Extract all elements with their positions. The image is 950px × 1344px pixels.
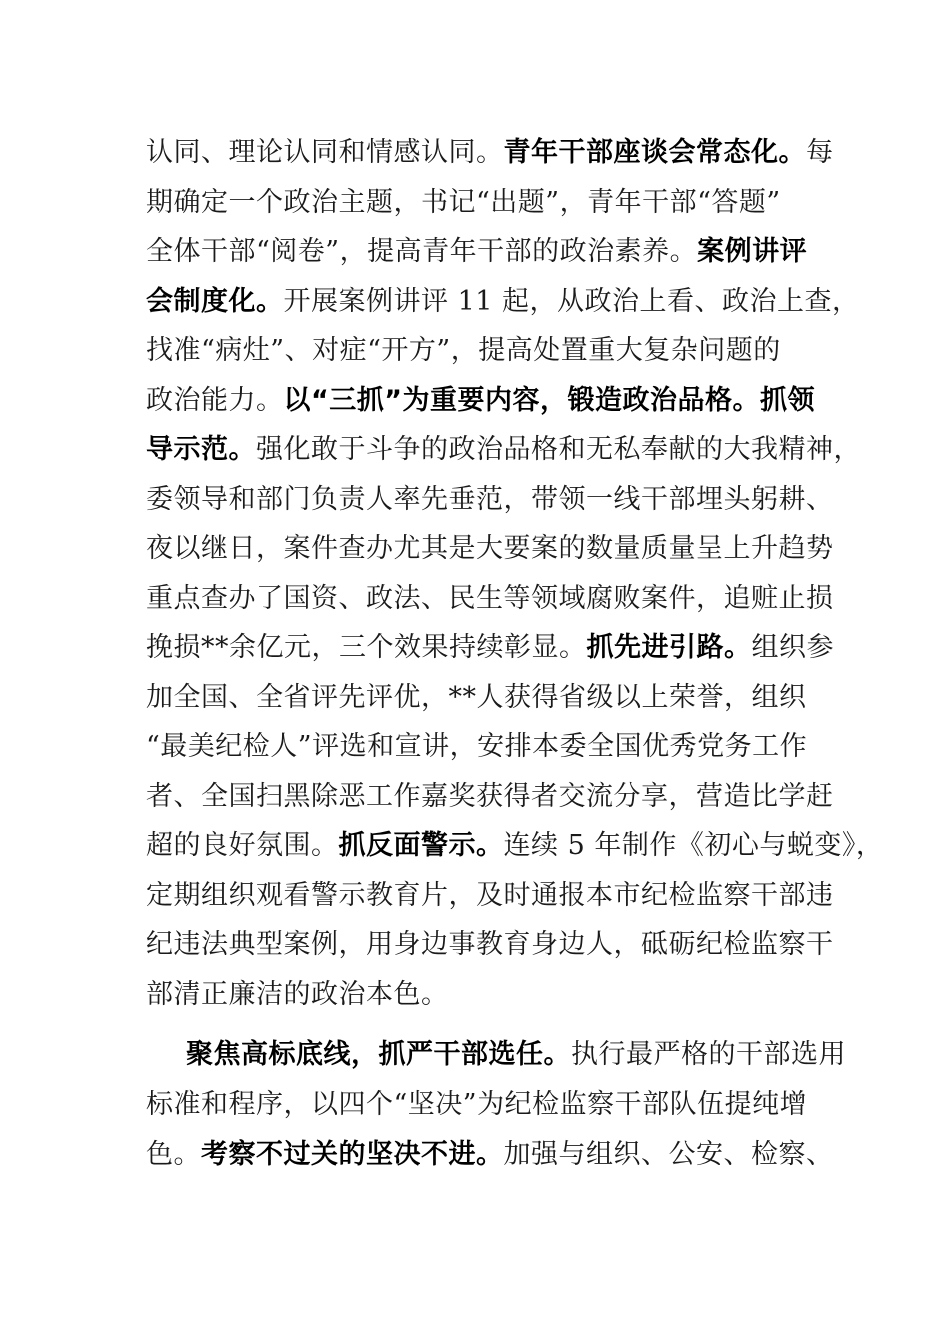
text-run: 强化敢于斗争的政治品格和无私奉献的大我精神， xyxy=(256,434,861,465)
text-line xyxy=(146,425,861,475)
text-line xyxy=(146,673,826,723)
text-line xyxy=(146,376,826,426)
text-line xyxy=(146,574,834,624)
text-line xyxy=(146,1130,834,1180)
text-line xyxy=(146,128,834,178)
text-line xyxy=(146,970,826,1020)
text-line xyxy=(146,178,826,228)
bold-text-run: 青年干部座谈会常态化。 xyxy=(503,137,806,168)
text-run: 期确定一个政治主题，书记“出题”，青年干部“答题” xyxy=(146,187,781,218)
text-line xyxy=(146,722,826,772)
text-run: 执行最严格的干部选用 xyxy=(571,1039,846,1070)
text-run: 纪违法典型案例，用身边事教育身边人，砥砺纪检监察干 xyxy=(146,929,834,960)
text-run: 定期组织观看警示教育片，及时通报本市纪检监察干部违 xyxy=(146,880,834,911)
bold-text-run: 会制度化。 xyxy=(146,286,284,317)
text-run: 色。 xyxy=(146,1139,201,1170)
text-run: 重点查办了国资、政法、民生等领域腐败案件，追赃止损 xyxy=(146,583,834,614)
text-line xyxy=(146,920,834,970)
text-line xyxy=(146,326,826,376)
text-run: 连续 5 年制作《初心与蜕变》， xyxy=(503,830,884,861)
text-run: 加全国、全省评先评优，**人获得省级以上荣誉，组织 xyxy=(146,682,807,713)
text-run: 者、全国扫黑除恶工作嘉奖获得者交流分享，营造比学赶 xyxy=(146,781,834,812)
text-line xyxy=(146,821,884,871)
text-line xyxy=(146,524,834,574)
text-line xyxy=(186,1030,846,1080)
text-run: 全体干部“阅卷”，提高青年干部的政治素养。 xyxy=(146,236,698,267)
text-line xyxy=(146,772,834,822)
text-run: 找准“病灶”、对症“开方”，提高处置重大复杂问题的 xyxy=(146,335,781,366)
text-run: 部清正廉洁的政治本色。 xyxy=(146,979,449,1010)
text-run: 超的良好氛围。 xyxy=(146,830,339,861)
text-run: 加强与组织、公安、检察、 xyxy=(503,1139,834,1170)
text-line xyxy=(146,871,834,921)
text-run: “最美纪检人”评选和宣讲，安排本委全国优秀党务工作 xyxy=(146,731,808,762)
text-run: 认同、理论认同和情感认同。 xyxy=(146,137,504,168)
text-run: 开展案例讲评 11 起，从政治上看、政治上查， xyxy=(283,286,860,317)
text-run: 政治能力。 xyxy=(146,385,284,416)
text-line xyxy=(146,277,860,327)
bold-text-run: 抓反面警示。 xyxy=(338,830,504,861)
text-run: 每 xyxy=(806,137,834,168)
text-run: 挽损**余亿元，三个效果持续彰显。 xyxy=(146,632,587,663)
text-line xyxy=(146,623,834,673)
bold-text-run: 导示范。 xyxy=(146,434,256,465)
text-run: 委领导和部门负责人率先垂范，带领一线干部埋头躬耕、 xyxy=(146,484,834,515)
text-run: 夜以继日，案件查办尤其是大要案的数量质量呈上升趋势 xyxy=(146,533,834,564)
bold-text-run: 抓先进引路。 xyxy=(586,632,752,663)
text-run: 组织参 xyxy=(751,632,834,663)
text-line xyxy=(146,227,826,277)
bold-text-run: 以“三抓”为重要内容，锻造政治品格。抓领 xyxy=(283,385,815,416)
bold-text-run: 案例讲评 xyxy=(697,236,808,267)
text-line xyxy=(146,1080,826,1130)
bold-text-run: 考察不过关的坚决不进。 xyxy=(201,1139,504,1170)
text-line xyxy=(146,475,834,525)
bold-text-run: 聚焦高标底线，抓严干部选任。 xyxy=(186,1039,571,1070)
text-run: 标准和程序，以四个“坚决”为纪检监察干部队伍提纯增 xyxy=(146,1089,808,1120)
